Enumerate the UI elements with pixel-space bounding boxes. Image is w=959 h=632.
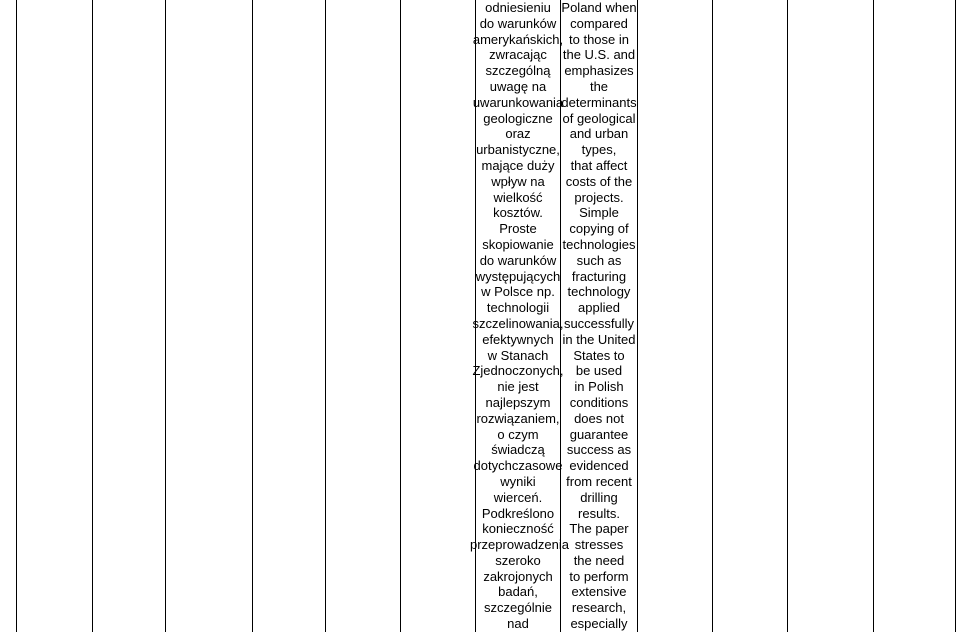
english-text-line: and urban [569,126,629,142]
polish-text-line: oraz [505,126,531,142]
english-text-line: to those in [569,31,629,47]
english-text-line: determinants [561,94,637,110]
polish-text-line: uwagę na [489,78,547,94]
polish-text-line: wielkość [493,189,543,205]
english-text-line: evidenced [569,458,629,474]
table-rule [955,0,956,632]
polish-text-line: rozwiązaniem, [476,410,560,426]
english-text-line: fracturing [571,268,627,284]
polish-text-line: przeprowadzenia [470,537,570,553]
polish-text-line: Zjednoczonych, [472,363,564,379]
polish-text-line: szeroko [495,552,541,568]
table-rule [252,0,253,632]
polish-text-line: występujących [475,268,561,284]
polish-text-line: do warunków [479,252,557,268]
polish-text-line: najlepszym [485,394,551,410]
table-rule [787,0,788,632]
polish-text-cell [470,0,570,632]
english-text-line: the [589,78,609,94]
table-rule [165,0,166,632]
polish-text-line: odniesieniu [485,0,551,15]
english-text-line: of geological [562,110,636,126]
polish-text-line: geologiczne [483,110,553,126]
table-rule [400,0,401,632]
english-text-line: results. [578,505,620,521]
polish-text-line: w Stanach [487,347,549,363]
english-text-line: in Polish [574,379,624,395]
table-rule [712,0,713,632]
table-rule [16,0,17,632]
polish-text-line: wierceń. [493,489,543,505]
english-text-line: does not [574,410,624,426]
english-text-line: Simple [579,205,619,221]
english-text-line: the U.S. and [562,47,636,63]
polish-text-line: mające duży [481,157,555,173]
english-text-line: types, [581,142,617,158]
english-text-line: Poland when [561,0,637,15]
english-text-line: States to [573,347,625,363]
polish-text-line: zakrojonych [483,568,553,584]
english-text-line: such as [576,252,622,268]
polish-text-line: efektywnych [482,331,554,347]
polish-text-line: wyniki [500,473,536,489]
english-text-line: The paper [569,521,629,537]
polish-text-line: wpływ na [491,173,545,189]
polish-text-line: uwarunkowania [472,94,564,110]
polish-text-line: szczególnie [484,600,552,616]
polish-text-line: zwracając [489,47,547,63]
english-text-line: be used [575,363,623,379]
table-rule [873,0,874,632]
table-rule [92,0,93,632]
english-text-line: success as [566,442,632,458]
polish-text-line: skopiowanie [482,236,554,252]
table-rule [325,0,326,632]
english-text-line: technologies [562,236,636,252]
polish-text-line: badań, [498,584,538,600]
polish-text-line: szczelinowania, [472,315,564,331]
polish-text-line: konieczność [482,521,554,537]
english-text-line: from recent [566,473,632,489]
english-text-line: to perform [569,568,629,584]
polish-text-line: świadczą [491,442,545,458]
polish-text-line: szczególną [485,63,551,79]
english-text-line: technology [567,284,631,300]
english-text-line: the need [573,552,625,568]
english-text-line: applied [578,300,620,316]
english-text-line: emphasizes [564,63,634,79]
polish-text-line: w Polsce np. [481,284,555,300]
english-text-line: successfully [563,315,635,331]
polish-text-line: nie jest [497,379,539,395]
english-text-line: copying of [569,221,629,237]
english-text-line: compared [570,15,628,31]
polish-text-line: technologii [486,300,550,316]
polish-text-line: kosztów. [493,205,543,221]
english-text-line: in the United [562,331,636,347]
table-rule [637,0,638,632]
english-text-line: research, [571,600,627,616]
english-text-line: extensive [571,584,627,600]
english-text-line: guarantee [569,426,629,442]
polish-text-line: o czym [497,426,539,442]
english-text-line: conditions [569,394,629,410]
english-text-line: stresses [574,537,624,553]
polish-text-line: dotychczasowe [473,458,563,474]
english-text-line: that affect [570,157,628,173]
polish-text-line: amerykańskich, [472,31,564,47]
polish-text-line: Podkreślono [481,505,555,521]
polish-text-line: nad [507,616,529,632]
english-text-line: especially [570,616,628,632]
english-text-line: projects. [574,189,624,205]
english-text-line: costs of the [565,173,633,189]
polish-text-line: do warunków [479,15,557,31]
english-text-cell [561,0,637,632]
english-text-line: drilling [580,489,618,505]
polish-text-line: Proste [499,221,537,237]
polish-text-line: urbanistyczne, [476,142,560,158]
